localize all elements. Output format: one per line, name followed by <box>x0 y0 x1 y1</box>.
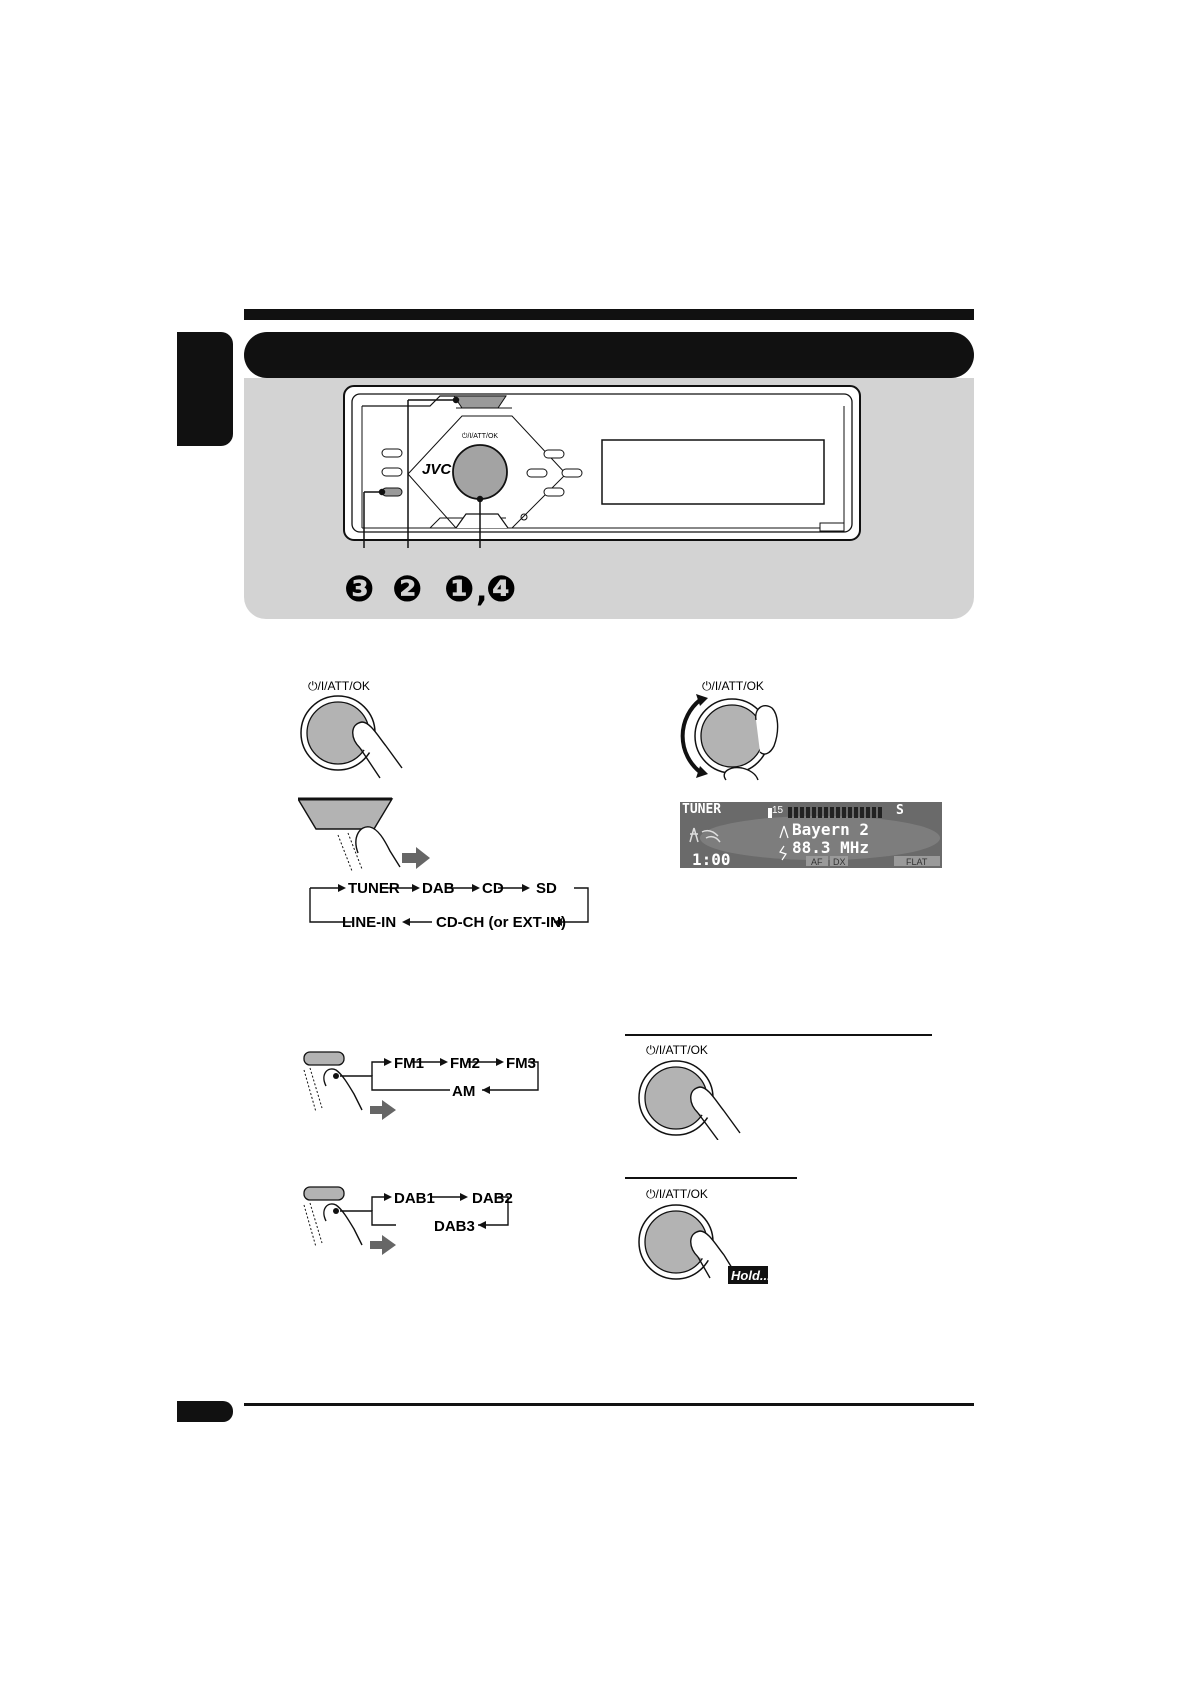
bottom-rule <box>244 1403 974 1406</box>
cycle-cd-ch: CD-CH (or EXT-IN) <box>436 914 566 931</box>
right-button-down[interactable] <box>544 488 564 496</box>
fm1-label: FM1 <box>394 1055 424 1072</box>
left-button-upper[interactable] <box>382 449 402 457</box>
source-button[interactable] <box>454 396 506 408</box>
fm3-label: FM3 <box>506 1055 536 1072</box>
arrow-right-icon <box>402 847 430 869</box>
callout-2: ❷ <box>392 569 423 610</box>
left-button-middle[interactable] <box>382 468 402 476</box>
finger-icon <box>691 1087 740 1140</box>
jvc-logo: JVC <box>422 461 452 478</box>
right-button-left[interactable] <box>527 469 547 477</box>
rotate-dial-illustration <box>670 680 800 790</box>
band-button-icon[interactable] <box>304 1187 344 1200</box>
arrow-right-icon <box>370 1235 396 1255</box>
lcd-source: TUNER <box>682 802 722 817</box>
dial-label-3: ⏻/I/ATT/OK <box>646 1043 708 1057</box>
dial-label: ⏻/I/ATT/OK <box>461 433 499 440</box>
dab3-label: DAB3 <box>434 1218 475 1235</box>
finger-icon <box>324 1204 362 1245</box>
top-rule <box>244 309 974 320</box>
right-button-right[interactable] <box>562 469 582 477</box>
fm2-label: FM2 <box>450 1055 480 1072</box>
finger-icon <box>324 1069 362 1110</box>
callout-4: ❹ <box>486 569 517 610</box>
section-title-bar <box>244 332 974 378</box>
page-number-tab <box>177 1401 233 1422</box>
dial-label-1: ⏻/I/ATT/OK <box>308 680 370 693</box>
dab1-label: DAB1 <box>394 1190 435 1207</box>
hold-dial-illustration <box>632 1184 782 1294</box>
am-label: AM <box>452 1083 476 1100</box>
lcd-clock: 1:00 <box>692 850 731 869</box>
band-button-icon[interactable] <box>304 1052 344 1065</box>
callout-3: ❸ <box>344 569 375 610</box>
source-cycle-diagram <box>302 880 592 940</box>
volume-dial-icon[interactable] <box>701 705 763 767</box>
lcd-preset: 15 <box>772 805 784 816</box>
right-button-up[interactable] <box>544 450 564 458</box>
source-button-icon[interactable] <box>298 799 392 829</box>
cycle-line-in: LINE-IN <box>342 914 397 931</box>
language-tab <box>177 332 233 446</box>
lcd-af: AF <box>811 857 823 867</box>
cycle-sd: SD <box>536 880 557 897</box>
lcd-display <box>680 802 942 868</box>
rule-right-lower <box>625 1177 797 1179</box>
press-dial-illustration <box>298 680 428 780</box>
arrow-right-icon <box>370 1100 396 1120</box>
source-button-illustration <box>298 797 438 872</box>
rule-right-upper <box>625 1034 932 1036</box>
press-dial-illustration-2 <box>632 1040 762 1140</box>
lcd-dx: DX <box>833 857 846 867</box>
lcd-station-name: Bayern 2 <box>792 820 870 839</box>
cycle-cd: CD <box>482 880 504 897</box>
finger-icon <box>356 827 400 867</box>
hold-label: Hold.... <box>731 1268 775 1283</box>
dial-label-4: ⏻/I/ATT/OK <box>646 1187 708 1201</box>
fm-band-illustration <box>300 1050 550 1130</box>
lcd-eq: FLAT <box>906 857 928 867</box>
lcd-frequency: 88.3 MHz <box>792 838 870 857</box>
cycle-dab: DAB <box>422 880 455 897</box>
cycle-tuner: TUNER <box>348 880 400 897</box>
callout-1: ❶ <box>444 569 475 610</box>
control-dial[interactable] <box>453 445 507 499</box>
device-illustration <box>244 378 974 619</box>
lcd-ps-tail: S <box>896 803 904 818</box>
eject-button[interactable] <box>456 514 508 528</box>
dab2-label: DAB2 <box>472 1190 513 1207</box>
display-window <box>602 440 824 504</box>
dial-label-2: ⏻/I/ATT/OK <box>702 680 764 693</box>
callout-comma: , <box>476 574 488 609</box>
dab-band-illustration <box>300 1185 550 1265</box>
thumb-icon <box>724 768 758 780</box>
